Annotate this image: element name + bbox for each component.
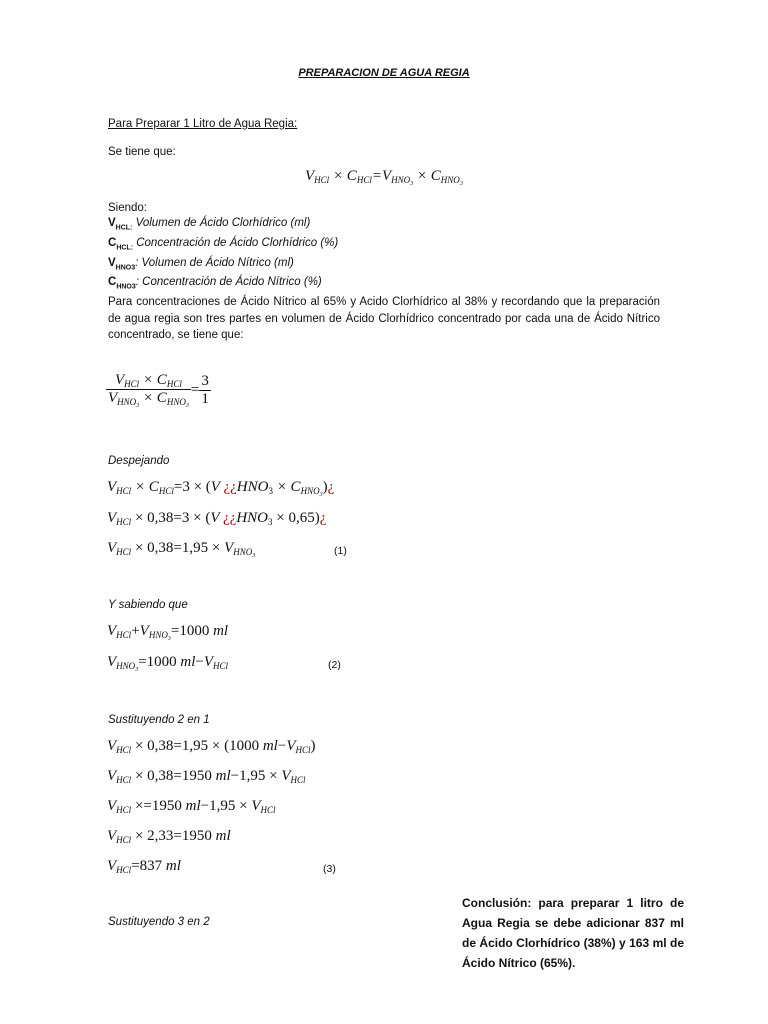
equation-line: $V_{HCl}=837$ ml	[107, 858, 181, 875]
equation-line: $V_{HCl} \times=1950$ $ml-1,95 \times V_{HCl}$	[107, 798, 276, 815]
equation-line: $V_{HCl} \times 0,38=1950$ $ml-1,95 \times V_{HCl}$	[107, 768, 306, 785]
equation-ref-3: (3)	[323, 863, 336, 875]
equation-line: $V_{HCl} \times C_{HCl}=3 \times (V$ ¿¿$HNO_3$ × $C_{HNO_3})¿$	[107, 479, 335, 498]
equation-line: $V_{HCl}+V_{HNO_3}=1000$ ml	[107, 623, 229, 642]
y-sabiendo-label: Y sabiendo que	[108, 599, 188, 611]
base-equation: $V_{HCl} \times C_{HCl}=V_{HNO_3} \times C_{HNO_3}$	[305, 168, 463, 187]
equation-ref-2: (2)	[328, 659, 341, 671]
ratio-equation: $\frac{V_{HCl} \times C_{HCl}}{V_{HNO_3} \times C_{HNO_3}}$ = $\frac{3}{1}$	[108, 372, 209, 409]
definitions-list	[108, 216, 338, 295]
definition-item: $C_{HCL:}$ Concentración de Ácido Clorhídrico (%)	[108, 236, 339, 252]
intro-paragraph: Para concentraciones de Ácido Nítrico al 65% y Acido Clorhídrico al 38% y recordando que la preparación de agua regia son tres partes en volumen de Ácido Clorhídrico concentrado por cada una de Ácido Nítrico concentrado, se tiene que:	[108, 296, 660, 341]
sustituyendo-2-en-1-label: Sustituyendo 2 en 1	[108, 714, 210, 726]
equation-line: $V_{HCl} \times 2,33=1950$ ml	[107, 828, 231, 845]
se-tiene-que-label: Se tiene que:	[108, 146, 176, 158]
page-title: PREPARACION DE AGUA REGIA	[298, 67, 470, 79]
definition-item: $V_{HCL:}$ Volumen de Ácido Clorhídrico (ml)	[108, 217, 311, 232]
definition-item: $V_{HNO3}$: Volumen de Ácido Nítrico (ml)	[108, 256, 294, 271]
equation-line: $V_{HCl} \times 0,38=3 \times (V$ ¿¿$HNO_3$ × 0,65)¿	[107, 510, 327, 527]
siendo-label: Siendo:	[108, 202, 148, 214]
equation-line: $V_{HCl} \times 0,38=1,95 \times (1000$ $ml-V_{HCl}$)	[107, 738, 316, 755]
despejando-label: Despejando	[108, 455, 170, 467]
conclusion-text: Conclusión: para preparar 1 litro de Agua Regia se debe adicionar 837 ml de Ácido Clorhídrico (38%) y 163 ml de Ácido Nítrico (65%).	[462, 896, 684, 970]
definition-item: $C_{HNO3}$: Concentración de Ácido Nítrico (%)	[108, 276, 322, 291]
equation-line: $V_{HNO_3}=1000$ $ml-V_{HCl}$	[107, 654, 229, 673]
equation-line: $V_{HCl} \times 0,38=1,95 \times V_{HNO_3}$	[107, 540, 256, 559]
sustituyendo-3-en-2-label: Sustituyendo 3 en 2	[108, 916, 210, 928]
equation-ref-1: (1)	[334, 545, 347, 557]
section-subtitle: Para Preparar 1 Litro de Agua Regia:	[108, 118, 298, 130]
